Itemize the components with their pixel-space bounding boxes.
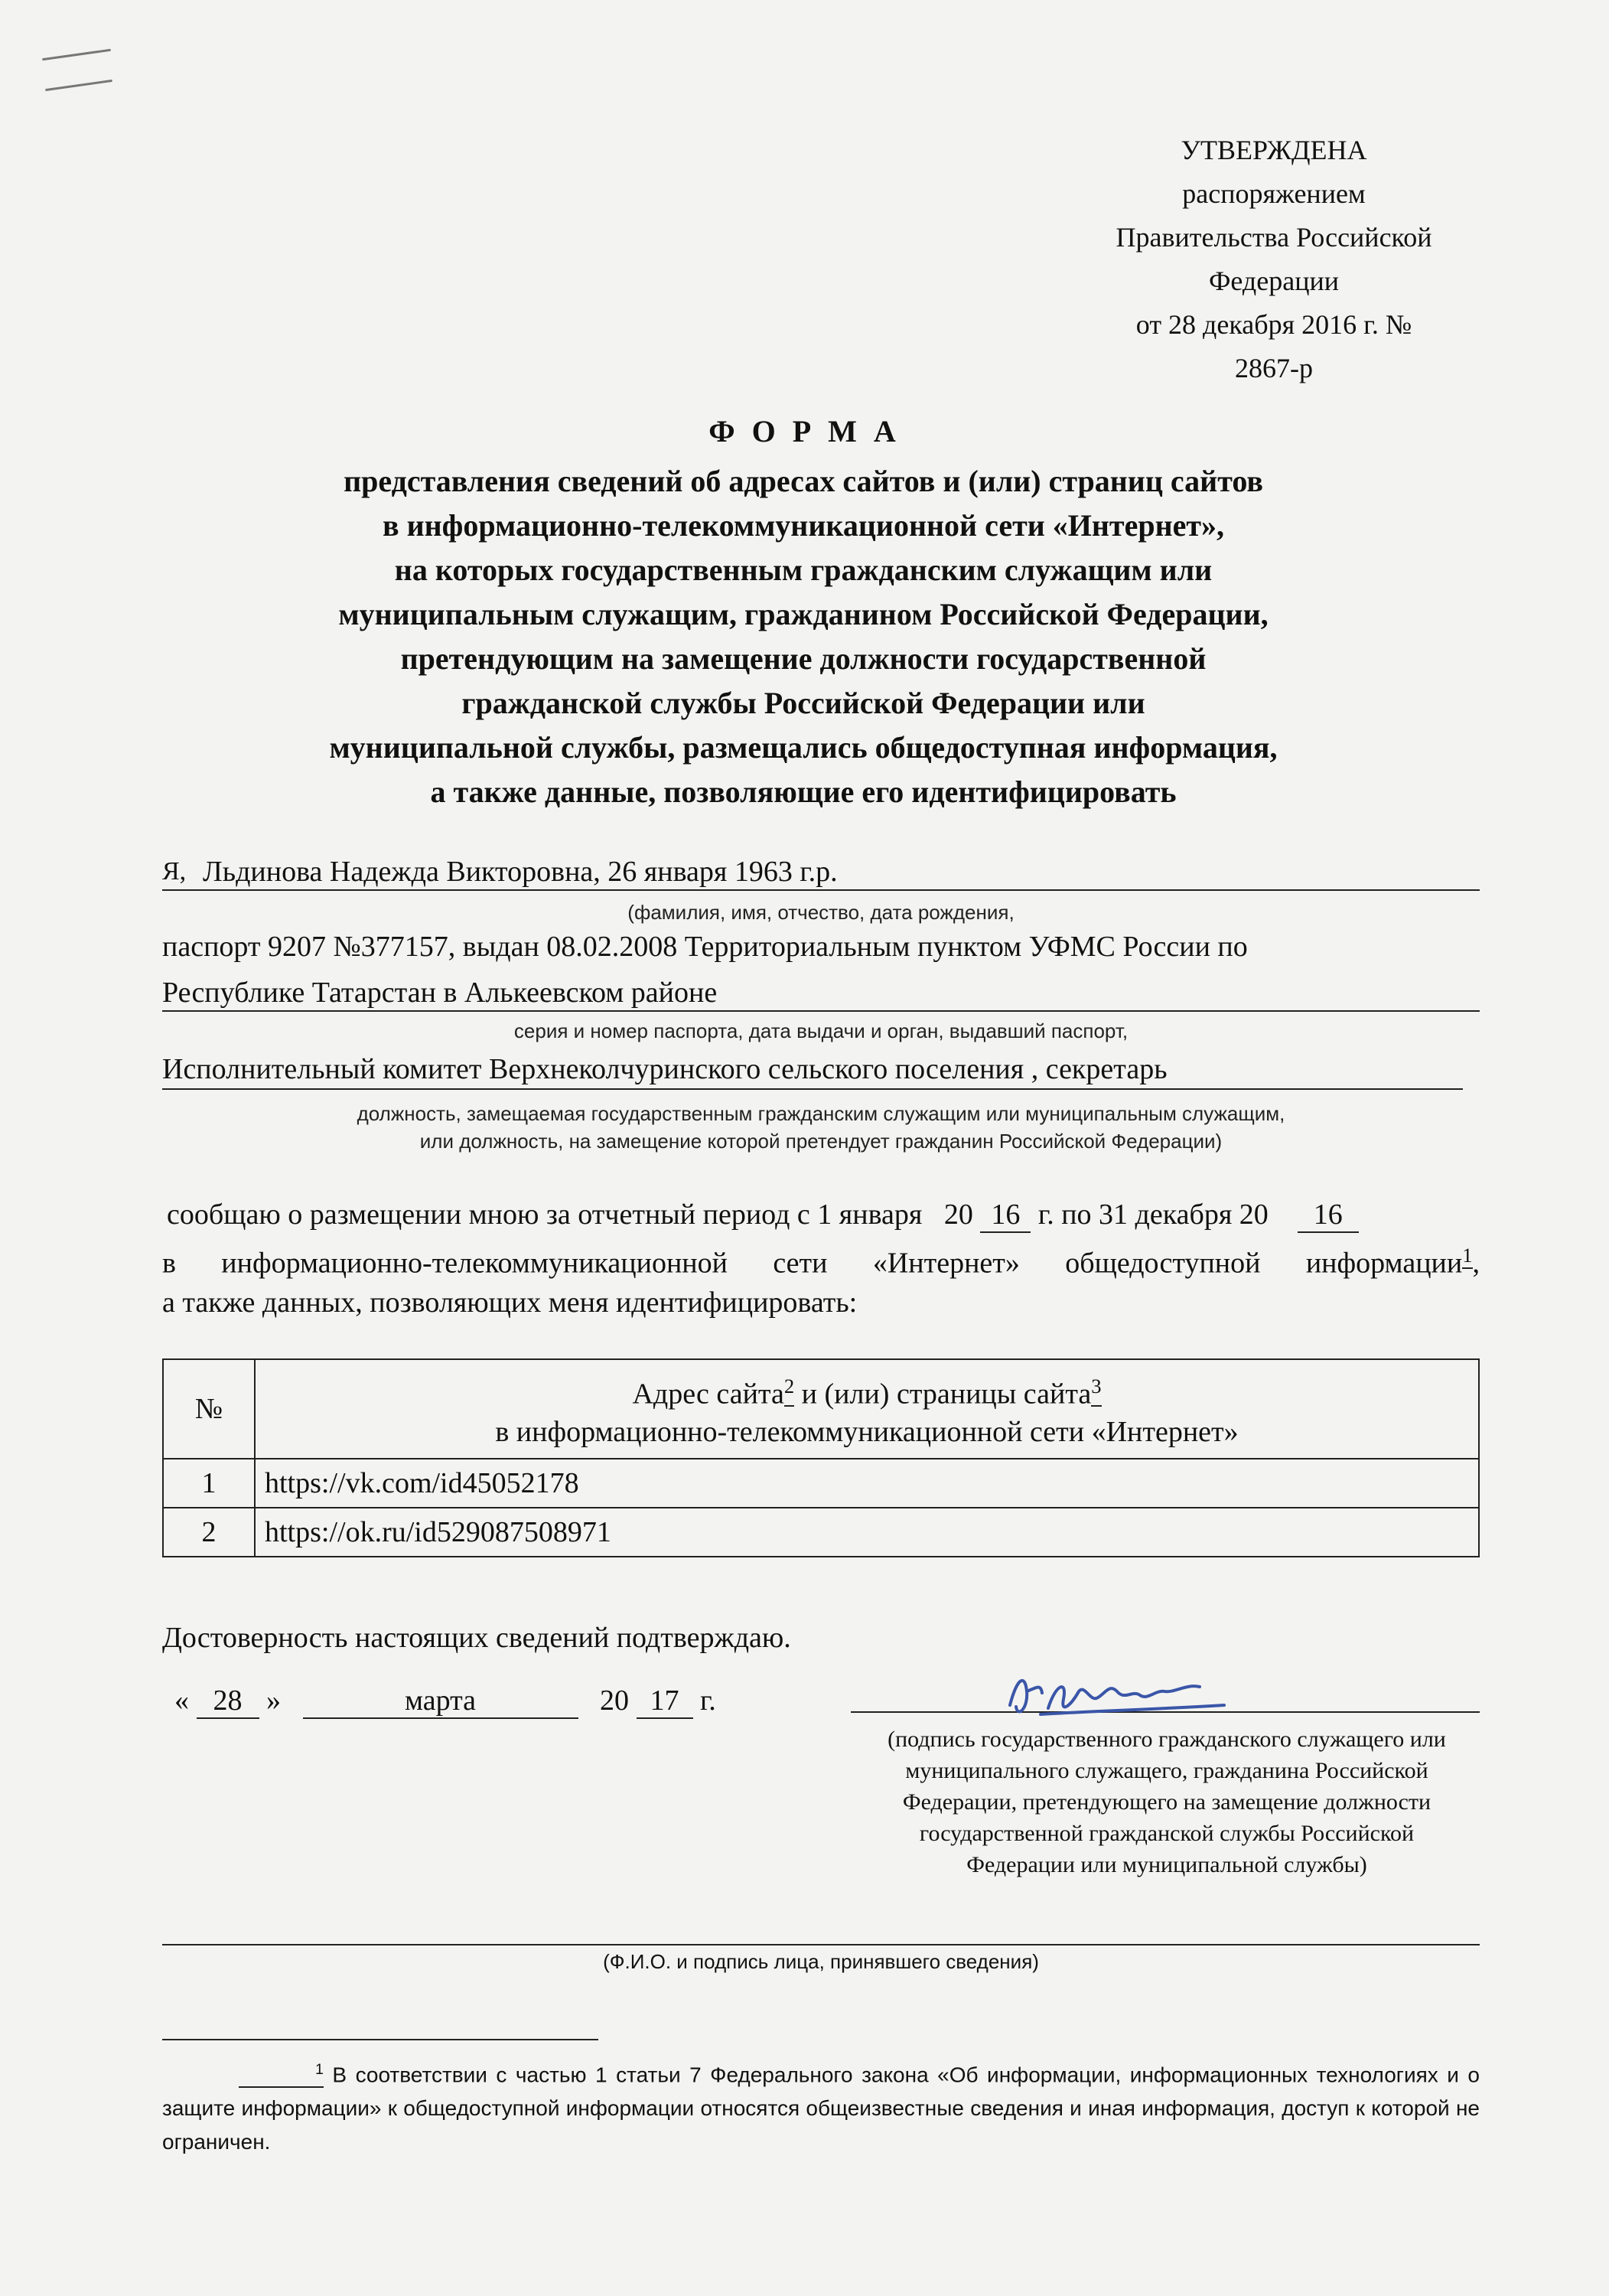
subtitle-line: претендующим на замещение должности государственной <box>400 641 1207 676</box>
footnote-text: В соответствии с частью 1 статьи 7 Федерального закона «Об информации, информационных технологиях и о защите информации» к общедоступной информации относятся общеизвестные сведения и иная информация, доступ к которой не ограничен. <box>162 2063 1480 2154</box>
approval-line: УТВЕРЖДЕНА <box>1181 135 1367 165</box>
approval-line: от 28 декабря 2016 г. № <box>1135 309 1412 340</box>
approval-line: Правительства Российской <box>1116 222 1432 253</box>
signature-caption-line: Федерации или муниципальной службы) <box>966 1852 1367 1877</box>
table-row <box>163 1508 1479 1557</box>
subtitle-line: муниципальным служащим, гражданином Российской Федерации, <box>338 597 1269 631</box>
footnote-ref-3: 3 <box>1091 1367 1101 1407</box>
subtitle-line: гражданской службы Российской Федерации или <box>461 686 1145 720</box>
period-text-start: сообщаю о размещении мною за отчетный период с 1 января <box>167 1199 923 1231</box>
confirmation-text: Достоверность настоящих сведений подтверждаю. <box>162 1622 791 1654</box>
date-year-suffix: г. <box>700 1684 716 1717</box>
period-text-mid: г. по 31 декабря 20 <box>1037 1199 1269 1231</box>
date-year-prefix: 20 <box>600 1684 629 1717</box>
footnote-rule <box>162 2039 598 2040</box>
period-line-2-end: , <box>1472 1247 1480 1280</box>
position-caption-1: должность, замещаемая государственным гражданским служащим или муниципальным служащим, <box>357 1102 1285 1125</box>
name-caption: (фамилия, имя, отчество, дата рождения, <box>627 901 1015 924</box>
period-line-2-text: в информационно-телекоммуникационной сети «Интернет» общедоступной информации <box>162 1247 1463 1280</box>
subtitle-line: в информационно-телекоммуникационной сети «Интернет», <box>382 508 1225 543</box>
signature-caption <box>838 1724 1496 1880</box>
date-day: 28 <box>197 1684 259 1719</box>
name-field-value: Льдинова Надежда Викторовна, 26 января 1963 г.р. <box>203 856 838 888</box>
table-header-row <box>163 1359 1479 1459</box>
col-address-header <box>255 1359 1479 1459</box>
acceptance-caption: (Ф.И.О. и подпись лица, принявшего сведения) <box>603 1950 1039 1973</box>
position-field-value: Исполнительный комитет Верхнеколчуринского сельского поселения , секретарь <box>162 1053 1168 1085</box>
footnote-ref-2: 2 <box>784 1367 794 1407</box>
form-subtitle <box>230 459 1377 814</box>
footnote-mark: 1 <box>239 2053 324 2088</box>
acceptance-line <box>162 1944 1480 1945</box>
signature-caption-line: муниципального служащего, гражданина Российской <box>905 1758 1428 1783</box>
row-number: 1 <box>163 1459 255 1508</box>
signature-image <box>995 1661 1255 1730</box>
position-caption-2: или должность, на замещение которой претендует гражданин Российской Федерации) <box>419 1130 1223 1153</box>
row-address: https://vk.com/id45052178 <box>255 1459 1479 1508</box>
approval-line: распоряжением <box>1182 178 1366 209</box>
signature-caption-line: (подпись государственного гражданского служащего или <box>888 1727 1446 1752</box>
sites-table <box>162 1358 1480 1557</box>
date-year: 17 <box>637 1684 693 1719</box>
approval-line: Федерации <box>1208 266 1339 296</box>
subtitle-line: а также данные, позволяющие его идентифицировать <box>430 775 1177 809</box>
footnote-ref-1: 1 <box>1462 1244 1472 1269</box>
period-year-prefix-1: 20 <box>943 1199 973 1231</box>
col-address-header-c: в информационно-телекоммуникационной сети «Интернет» <box>495 1416 1239 1449</box>
passport-caption: серия и номер паспорта, дата выдачи и орган, выдавший паспорт, <box>513 1019 1129 1042</box>
passport-value-line-1: паспорт 9207 №377157, выдан 08.02.2008 Территориальным пунктом УФМС России по <box>162 931 1248 963</box>
col-address-header-b: и (или) страницы сайта <box>794 1378 1092 1411</box>
quote-close: » <box>266 1684 281 1717</box>
quote-open: « <box>174 1684 189 1717</box>
approval-stamp <box>1067 129 1480 390</box>
table-row <box>163 1459 1479 1508</box>
signature-caption-line: Федерации, претендующего на замещение должности <box>902 1789 1431 1815</box>
subtitle-line: представления сведений об адресах сайтов и (или) страниц сайтов <box>344 464 1263 498</box>
period-year-1: 16 <box>980 1198 1031 1233</box>
passport-value-line-2: Республике Татарстан в Алькеевском районе <box>162 977 718 1009</box>
date-row <box>174 1684 716 1719</box>
scan-artifact <box>42 44 115 98</box>
period-line-3: а также данных, позволяющих меня идентифицировать: <box>162 1287 858 1319</box>
approval-line: 2867-р <box>1235 353 1313 383</box>
row-number: 2 <box>163 1508 255 1557</box>
subtitle-line: на которых государственным гражданским служащим или <box>394 553 1213 587</box>
col-num-header: № <box>163 1359 255 1459</box>
subtitle-line: муниципальной службы, размещались общедоступная информация, <box>329 730 1278 765</box>
name-prefix: Я, <box>162 857 187 885</box>
signature-caption-line: государственной гражданской службы Российской <box>919 1821 1415 1846</box>
form-title: Ф О Р М А <box>708 414 901 448</box>
col-address-header-a: Адрес сайта <box>632 1378 784 1411</box>
reporting-period <box>167 1198 1359 1233</box>
footnote <box>162 2053 1480 2159</box>
date-month: марта <box>303 1684 578 1719</box>
period-year-2: 16 <box>1298 1198 1359 1233</box>
row-address: https://ok.ru/id529087508971 <box>255 1508 1479 1557</box>
period-line-2 <box>162 1244 1480 1280</box>
